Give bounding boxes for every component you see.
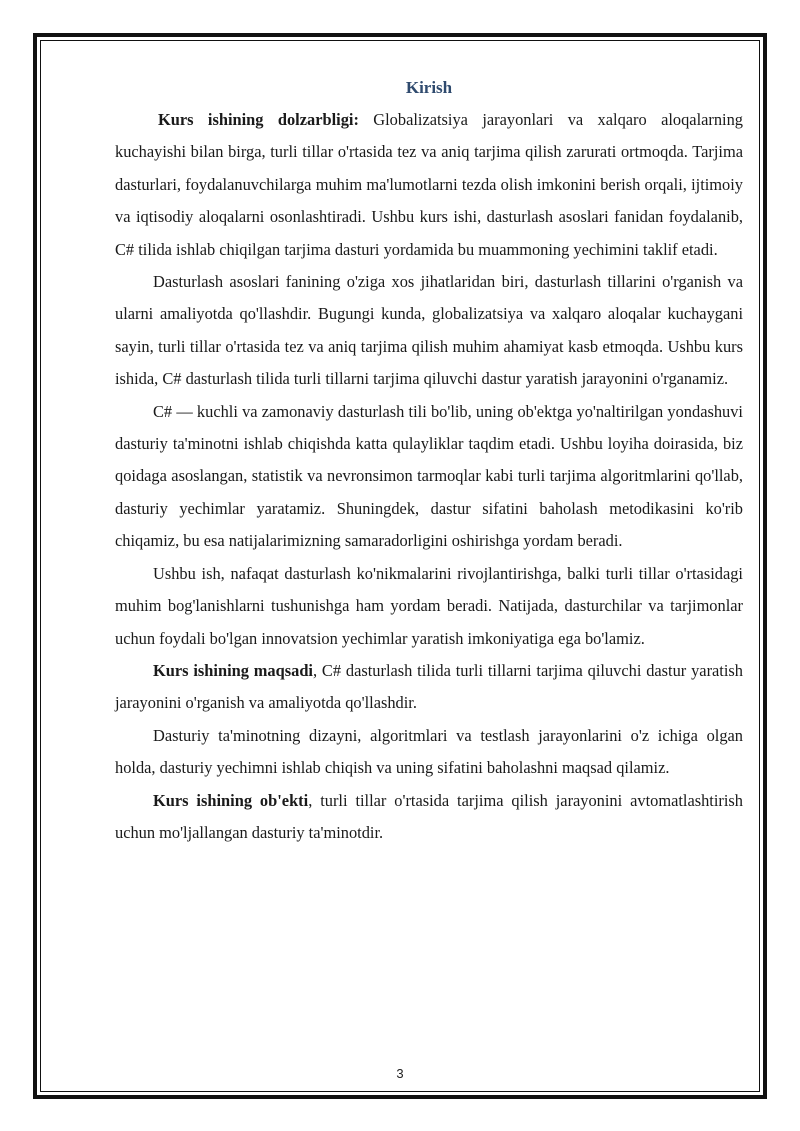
paragraph [115, 396, 743, 558]
paragraph-goal [115, 655, 743, 720]
paragraph-text: C# — kuchli va zamonaviy dasturlash tili bo'lib, uning ob'ektga yo'naltirilgan yondashuvi dasturiy ta'minotni ishlab chiqishda katta qulayliklar taqdim etadi. Ushbu loyiha doirasida, biz qoidaga asoslangan, statistik va nevronsimon tarmoqlar kabi turli tarjima algoritmlarini qo'llab, dasturiy yechimlar yaratamiz. Shuningdek, dastur sifatini baholash metodikasini ko'rib chiqamiz, bu esa natijalarimizning samaradorligini oshirishga yordam beradi. [115, 401, 743, 551]
paragraph-text: Dasturiy ta'minotning dizayni, algoritmlari va testlash jarayonlarini o'z ichiga olgan holda, dasturiy yechimni ishlab chiqish va uning sifatini baholashni maqsad qilamiz. [115, 725, 743, 778]
paragraph [115, 558, 743, 655]
page-number: 3 [396, 1066, 404, 1081]
paragraph-lead: Kurs ishining ob'ekti [153, 790, 309, 810]
paragraph-relevance [115, 104, 743, 266]
page-title: Kirish [405, 78, 453, 97]
paragraph [115, 720, 743, 785]
paragraph-text: Ushbu ish, nafaqat dasturlash ko'nikmalarini rivojlantirishga, balki turli tillar o'rtasidagi muhim bog'lanishlarni tushunishga ham yordam beradi. Natijada, dasturchilar va tarjimonlar uchun foydali bo'lgan innovatsion yechimlar yaratish imkoniyatiga ega bo'lamiz. [115, 563, 743, 648]
paragraph-text: Globalizatsiya jarayonlari va xalqaro aloqalarning kuchayishi bilan birga, turli tillar o'rtasida tez va aniq tarjima qilish zarurati ortmoqda. Tarjima dasturlari, foydalanuvchilarga muhim ma'lumotlarni tezda olish imkonini berish orqali, ijtimoiy va iqtisodiy aloqalarni osonlashtiradi. Ushbu kurs ishi, dasturlash asoslari fanidan foydalanib, C# tilida ishlab chiqilgan tarjima dasturi yordamida bu muammoning yechimini taklif etadi. [115, 110, 743, 259]
paragraph-text: , C# dasturlash tilida turli tillarni tarjima qiluvchi dastur yaratish jarayonini o'rganish va amaliyotda qo'llashdir. [115, 660, 743, 713]
paragraph [115, 266, 743, 396]
paragraph-lead: Kurs ishining dolzarbligi: [158, 110, 359, 129]
paragraph-object [115, 785, 743, 850]
paragraph-text: Dasturlash asoslari fanining o'ziga xos jihatlaridan biri, dasturlash tillarini o'rganish va ularni amaliyotda qo'llashdir. Bugungi kunda, globalizatsiya va xalqaro aloqalar kuchaygani sayin, turli tillar o'rtasida tez va aniq tarjima qilish muhim ahamiyat kasb etmoqda. Ushbu kurs ishida, C# dasturlash tilida turli tillarni tarjima qiluvchi dastur yaratish jarayonini o'rganamiz. [115, 272, 743, 389]
document-body [115, 72, 743, 849]
paragraph-lead: Kurs ishining maqsadi [153, 660, 313, 680]
paragraph-text: , turli tillar o'rtasida tarjima qilish jarayonini avtomatlashtirish uchun mo'ljallangan dasturiy ta'minotdir. [115, 790, 743, 842]
